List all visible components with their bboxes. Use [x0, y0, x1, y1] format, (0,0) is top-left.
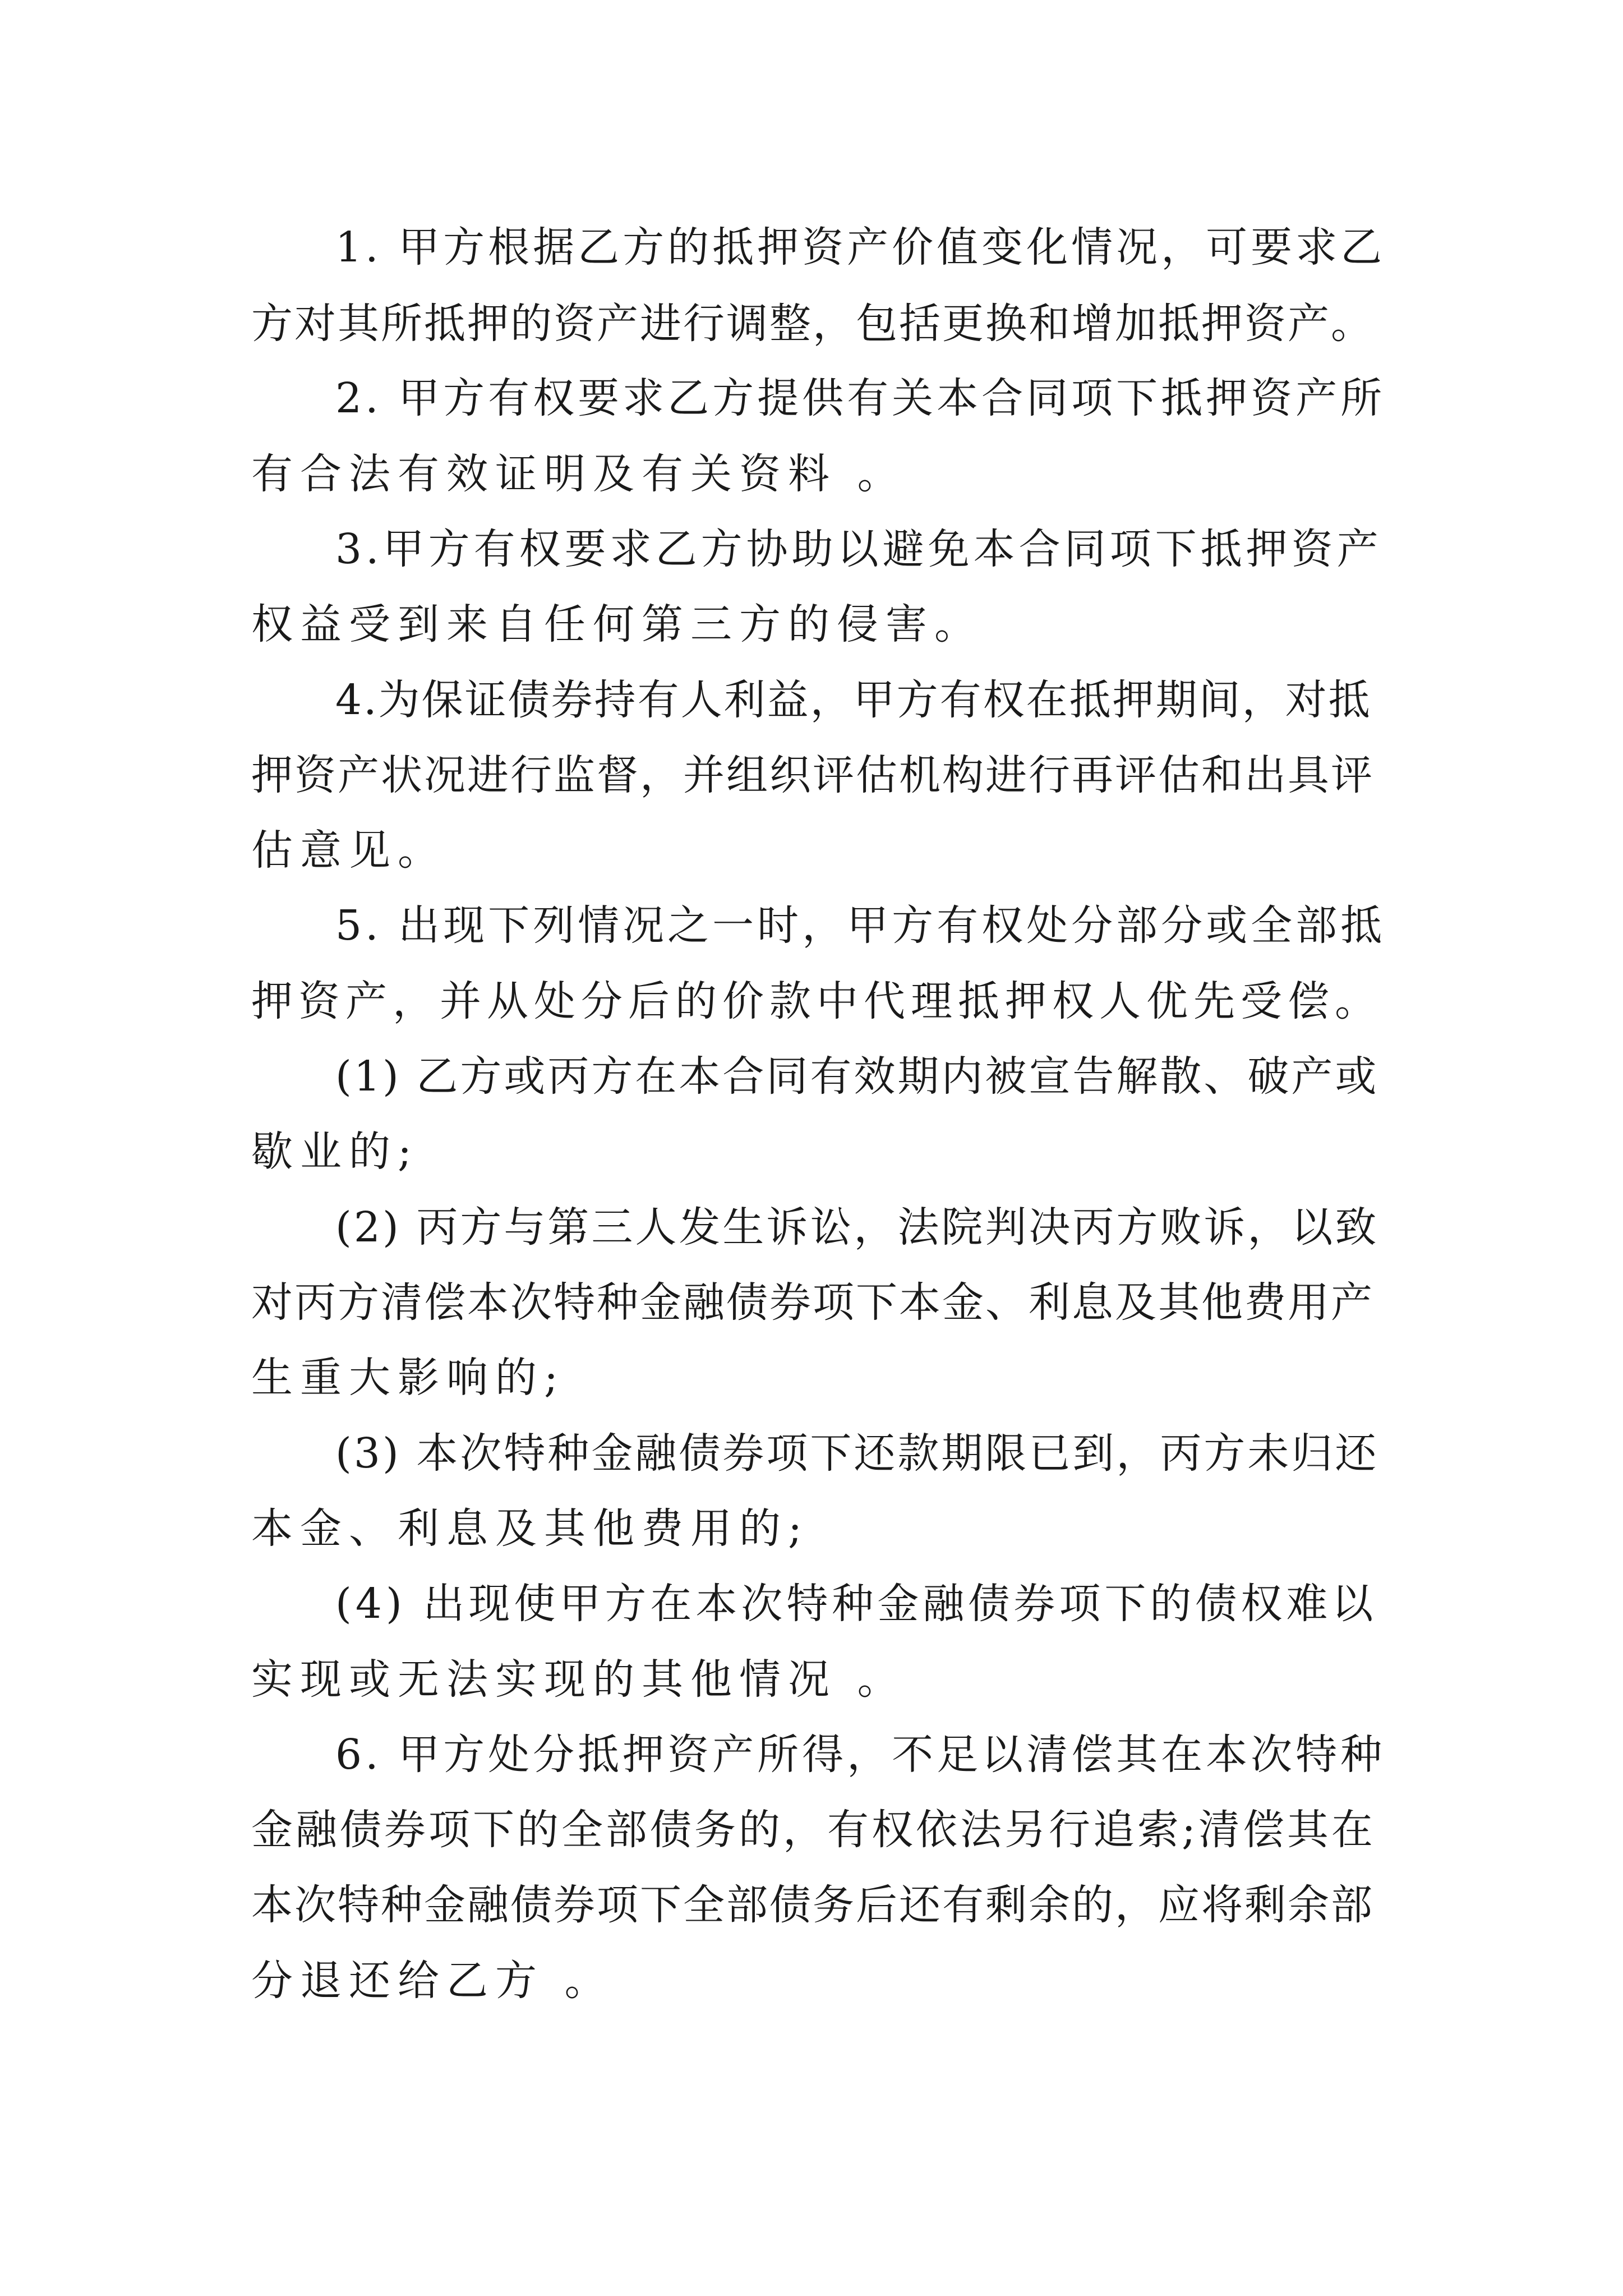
- text-line: 权益受到来自任何第三方的侵害。: [251, 600, 983, 648]
- text-line: 方对其所抵押的资产进行调整，包括更换和增加抵押资产。: [251, 300, 1374, 348]
- text-line: 4.为保证债券持有人利益，甲方有权在抵押期间，对抵: [335, 676, 1372, 724]
- text-line: 押资产，并从处分后的价款中代理抵押权人优先受偿。: [251, 977, 1382, 1025]
- text-line: 歇业的;: [251, 1128, 419, 1176]
- text-line: 押资产状况进行监督，并组织评估机构进行再评估和出具评: [251, 751, 1374, 799]
- text-line: 本金、利息及其他费用的;: [251, 1504, 809, 1553]
- text-line: 3.甲方有权要求乙方协助以避免本合同项下抵押资产: [335, 525, 1382, 573]
- text-line: (4) 出现使甲方在本次特种金融债券项下的债权难以: [335, 1580, 1377, 1628]
- text-line: 5. 出现下列情况之一时，甲方有权处分部分或全部抵: [335, 901, 1386, 950]
- text-line: 2. 甲方有权要求乙方提供有关本合同项下抵押资产所: [335, 374, 1386, 422]
- text-line: (3) 本次特种金融债券项下还款期限已到，丙方未归还: [335, 1429, 1379, 1478]
- text-line: 本次特种金融债券项下全部债务后还有剩余的，应将剩余部: [251, 1881, 1374, 1929]
- text-line: 有合法有效证明及有关资料 。: [251, 450, 906, 498]
- text-line: 金融债券项下的全部债务的，有权依法另行追索;清偿其在: [251, 1806, 1376, 1854]
- text-line: 分退还给乙方 。: [251, 1957, 614, 2005]
- text-line: 生重大影响的;: [251, 1354, 565, 1402]
- text-line: 6. 甲方处分抵押资产所得，不足以清偿其在本次特种: [335, 1731, 1386, 1779]
- text-line: 对丙方清偿本次特种金融债券项下本金、利息及其他费用产: [251, 1278, 1374, 1327]
- text-line: 估意见。: [251, 826, 446, 875]
- text-line: (1) 乙方或丙方在本合同有效期内被宣告解散、破产或: [335, 1052, 1379, 1101]
- text-line: (2) 丙方与第三人发生诉讼，法院判决丙方败诉，以致: [335, 1203, 1379, 1251]
- text-line: 实现或无法实现的其他情况 。: [251, 1655, 906, 1704]
- text-line: 1. 甲方根据乙方的抵押资产价值变化情况，可要求乙: [335, 223, 1386, 272]
